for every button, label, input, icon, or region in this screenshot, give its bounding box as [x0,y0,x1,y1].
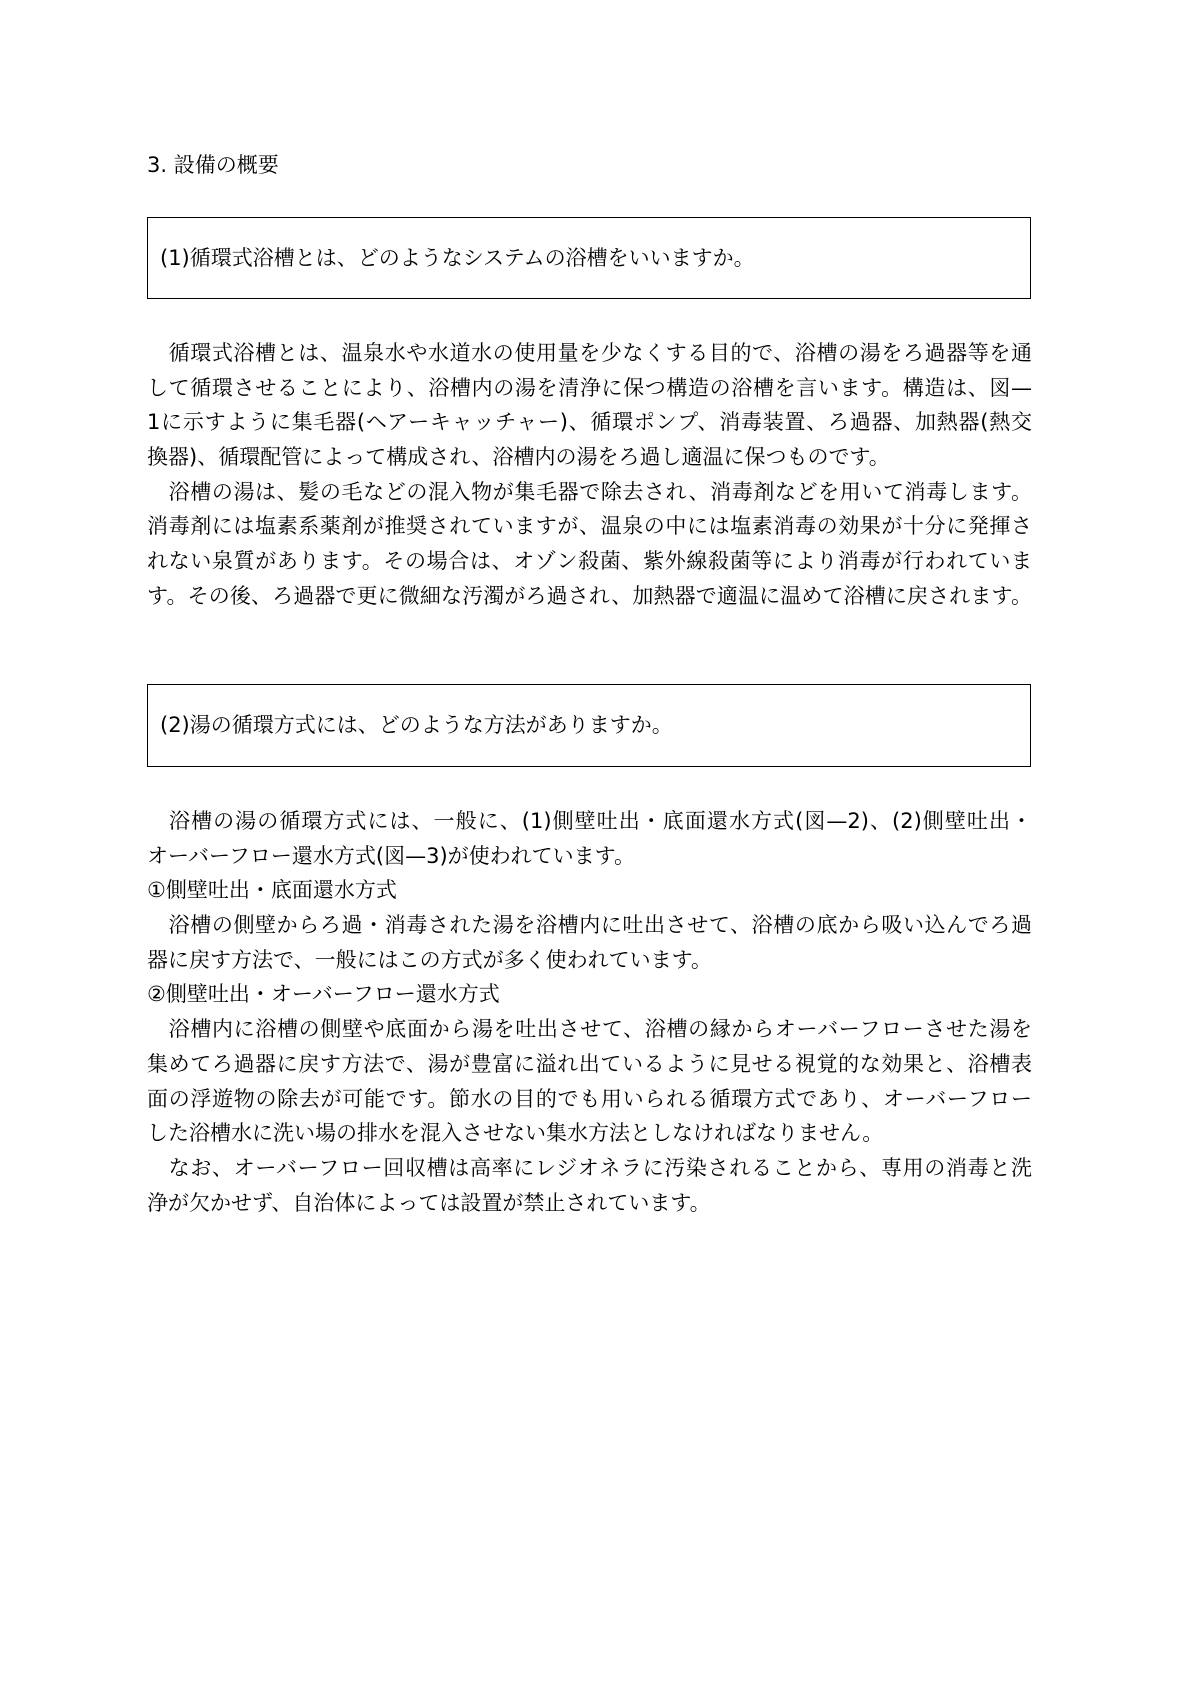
answer-paragraph-2 [147,804,1032,1220]
text-line: オーバーフロー還水方式(図—3)が使われています。 [147,843,635,868]
text-line: 循環式浴槽とは、温泉水や水道水の使用量を少なくする目的で、浴槽の湯をろ過器等を通 [147,341,1032,365]
question-text-1: (1)循環式浴槽とは、どのようなシステムの浴槽をいいますか。 [160,246,755,270]
text-line: 浴槽の湯の循環方式には、一般に、(1)側壁吐出・底面還水方式(図—2)、(2)側壁吐出・ [147,809,1032,833]
question-box-2 [147,684,1031,767]
text-line: 浴槽の側壁からろ過・消毒された湯を浴槽内に吐出させて、浴槽の底から吸い込んでろ過 [147,913,1032,938]
text-line: 消毒剤には塩素系薬剤が推奨されていますが、温泉の中には塩素消毒の効果が十分に発揮さ [147,514,1032,539]
answer-paragraph-1 [147,336,1032,614]
text-line: 1に示すように集毛器(ヘアーキャッチャー)、循環ポンプ、消毒装置、ろ過器、加熱器(熱交 [147,410,1032,435]
text-line: した浴槽水に洗い場の排水を混入させない集水方法としなければなりません。 [147,1121,884,1146]
text-line: れない泉質があります。その場合は、オゾン殺菌、紫外線殺菌等により消毒が行われていま [147,549,1032,574]
section-heading: 3. 設備の概要 [147,153,279,177]
question-box-1 [147,217,1031,299]
text-line: 換器)、循環配管によって構成され、浴槽内の湯をろ過し適温に保つものです。 [147,445,890,470]
text-line: 器に戻す方法で、一般にはこの方式が多く使われています。 [147,947,712,972]
text-line: して循環させることにより、浴槽内の湯を清浄に保つ構造の浴槽を言います。構造は、図— [147,375,1032,400]
text-line: なお、オーバーフロー回収槽は高率にレジオネラに汚染されることから、専用の消毒と洗 [147,1155,1032,1180]
text-line: す。その後、ろ過器で更に微細な汚濁がろ過され、加熱器で適温に温めて浴槽に戻されます。 [147,583,1032,608]
subheading-2: ②側壁吐出・オーバーフロー還水方式 [147,982,500,1007]
text-line: 浴槽内に浴槽の側壁や底面から湯を吐出させて、浴槽の縁からオーバーフローさせた湯を [147,1017,1032,1042]
text-line: 浴槽の湯は、髪の毛などの混入物が集毛器で除去され、消毒剤などを用いて消毒します。 [147,479,1032,504]
question-text-2: (2)湯の循環方式には、どのような方法がありますか。 [160,713,673,737]
subheading-1: ①側壁吐出・底面還水方式 [147,878,397,903]
text-line: 集めてろ過器に戻す方法で、湯が豊富に溢れ出ているように見せる視覚的な効果と、浴槽表 [147,1051,1032,1076]
text-line: 面の浮遊物の除去が可能です。節水の目的でも用いられる循環方式であり、オーバーフロー [147,1086,1032,1111]
text-line: 浄が欠かせず、自治体によっては設置が禁止されています。 [147,1190,711,1215]
